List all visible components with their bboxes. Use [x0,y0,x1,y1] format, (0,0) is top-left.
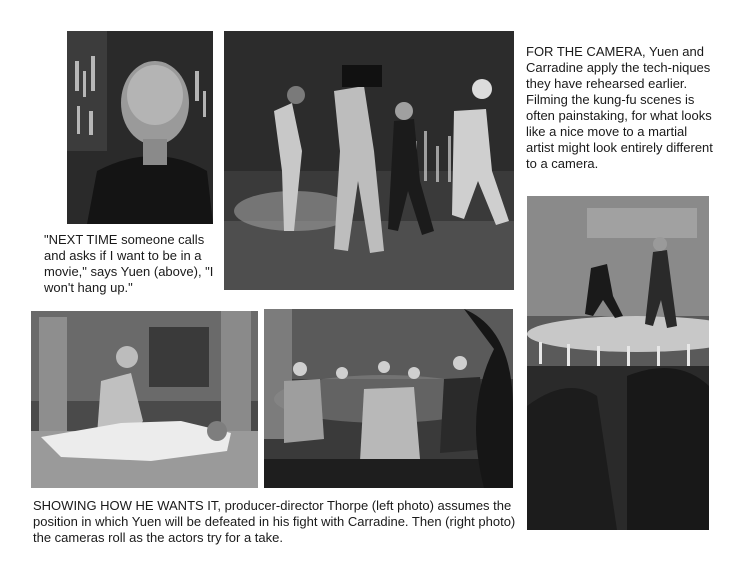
caption-next-time: "NEXT TIME someone calls and asks if I want to be in a movie," says Yuen (above), "I won't hang up." [44,232,214,295]
photo-fight-filming [224,31,514,290]
photo-cameras-roll [264,309,513,488]
photo-thorpe-demonstration [31,311,258,488]
photo-stage-fight [527,196,709,530]
photo-yuen-portrait [67,31,213,224]
caption-for-the-camera: FOR THE CAMERA, Yuen and Carradine apply the tech-niques they have rehearsed earlier. Filming the kung-fu scenes is often painstaking, for what looks like a nice move to a martial artist might look entirely different to a camera. [526,44,713,171]
caption-showing-how: SHOWING HOW HE WANTS IT, producer-director Thorpe (left photo) assumes the position in which Yuen will be defeated in his fight with Carradine. Then (right photo) the cameras roll as the actors try for a take. [33,498,516,545]
